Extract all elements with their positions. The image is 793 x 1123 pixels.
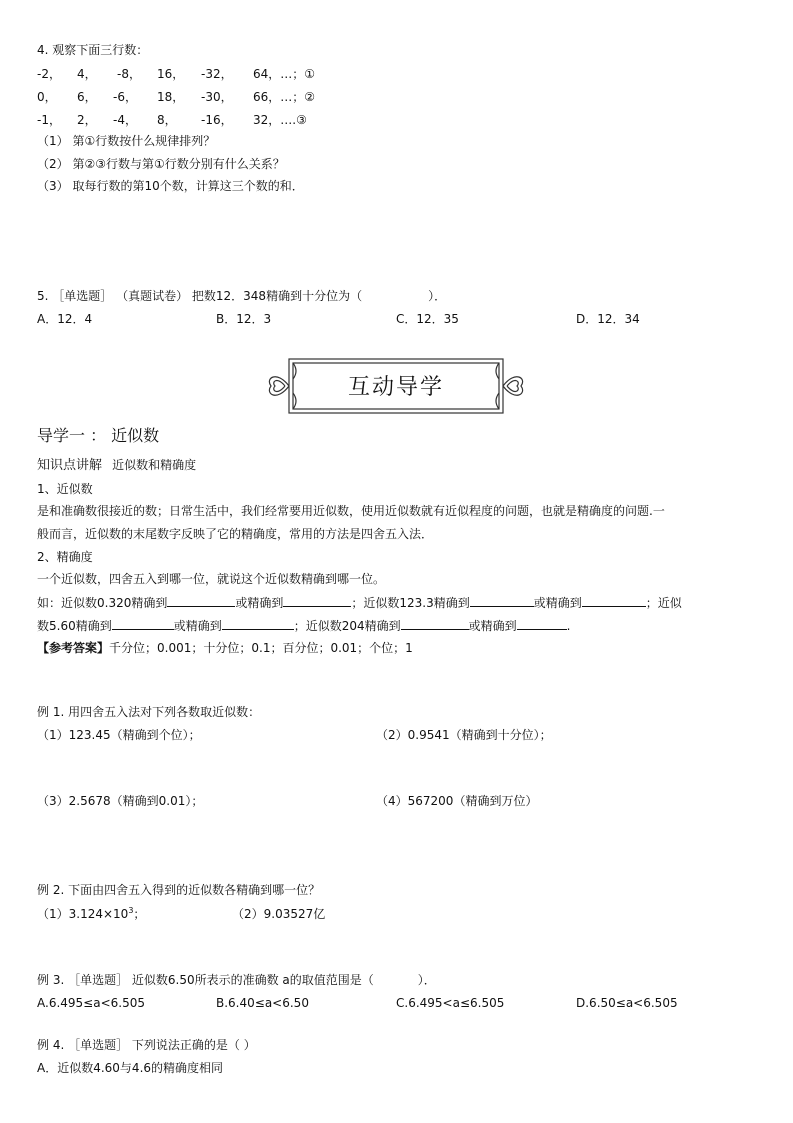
example-1-item-2: （2）0.9541（精确到十分位）； bbox=[376, 728, 552, 742]
example-1-title: 例 1. 用四舍五入法对下列各数取近似数： bbox=[37, 705, 261, 719]
q5-option-d: D．12．34 bbox=[576, 312, 640, 326]
stem-text: 例 3. ［单选题］ 近似数6.50所表示的准确数 a的取值范围是（ bbox=[37, 973, 374, 987]
fill-text: ；近似 bbox=[645, 596, 682, 610]
punct: ； bbox=[133, 907, 146, 921]
sci-notation: （1）3.124×10 bbox=[37, 907, 129, 921]
q4-sub-1: （1） 第①行数按什么规律排列？ bbox=[37, 134, 216, 148]
q5-stem bbox=[37, 288, 446, 304]
seq-term: 2， bbox=[77, 113, 97, 127]
heading-approx-number: 1、近似数 bbox=[37, 482, 93, 496]
seq-term: -30， bbox=[201, 90, 233, 104]
example-2-item-2: （2）9.03527亿 bbox=[232, 907, 326, 921]
seq-term: 18， bbox=[157, 90, 185, 104]
q5-option-a: A．12．4 bbox=[37, 312, 93, 326]
seq-term: 0， bbox=[37, 90, 57, 104]
seq-term: 66，…；② bbox=[253, 90, 316, 104]
section-title: 导学一 ： 近似数 bbox=[37, 426, 160, 445]
fill-text: . bbox=[566, 619, 571, 633]
fill-text: 或精确到 bbox=[533, 596, 582, 610]
example-3-option-b: B.6.40≤a<6.50 bbox=[216, 996, 309, 1010]
section-banner bbox=[263, 356, 529, 416]
kp-label: 知识点讲解 bbox=[37, 458, 103, 473]
fill-text: 数5.60精确到 bbox=[37, 619, 112, 633]
example-3-stem bbox=[37, 972, 436, 988]
fill-text: ；近似数204精确到 bbox=[293, 619, 401, 633]
para-approx-2: 般而言，近似数的末尾数字反映了它的精确度，常用的方法是四舍五入法． bbox=[37, 527, 434, 541]
q4-sub-2: （2） 第②③行数与第①行数分别有什么关系？ bbox=[37, 157, 285, 171]
q5-option-b: B．12．3 bbox=[216, 312, 272, 326]
fill-text: 或精确到 bbox=[235, 596, 284, 610]
para-approx-1: 是和准确数很接近的数；日常生活中，我们经常要用近似数，使用近似数就有近似程度的问题，也就是精确度的问题.一 bbox=[37, 504, 665, 518]
q4-title: 4. 观察下面三行数： bbox=[37, 43, 149, 57]
blank-line bbox=[283, 594, 351, 607]
seq-term: 32，….③ bbox=[253, 113, 307, 127]
seq-term: -32， bbox=[201, 67, 233, 81]
knowledge-point-heading bbox=[37, 457, 196, 474]
kp-topic: 近似数和精确度 bbox=[112, 458, 197, 472]
seq-term: -6， bbox=[113, 90, 137, 104]
example-1-item-4: （4）567200（精确到万位） bbox=[376, 794, 538, 808]
blank-line bbox=[222, 617, 294, 630]
seq-term: 64，…；① bbox=[253, 67, 316, 81]
banner-title: 互动导学 bbox=[347, 375, 444, 400]
blank-line bbox=[470, 594, 534, 607]
seq-term: -1， bbox=[37, 113, 61, 127]
seq-term: 8， bbox=[157, 113, 177, 127]
q4-row-3 bbox=[37, 112, 307, 128]
example-4-stem: 例 4. ［单选题］ 下列说法正确的是（ ） bbox=[37, 1038, 256, 1052]
q4-row-2 bbox=[37, 89, 315, 105]
example-fill-line-1 bbox=[37, 594, 682, 611]
heading-precision: 2、精确度 bbox=[37, 550, 93, 564]
blank-line bbox=[517, 617, 567, 630]
seq-term: 4， bbox=[77, 67, 97, 81]
fill-text: 如：近似数0.320精确到 bbox=[37, 596, 168, 610]
reference-answer bbox=[37, 640, 413, 656]
seq-term: 6， bbox=[77, 90, 97, 104]
example-fill-line-2 bbox=[37, 617, 571, 634]
seq-term: 16， bbox=[157, 67, 185, 81]
seq-term: -2， bbox=[37, 67, 61, 81]
q5-stem-text: 5. ［单选题］ （真题试卷） 把数12．348精确到十分位为（ bbox=[37, 289, 363, 303]
seq-term: -8， bbox=[117, 67, 141, 81]
blank-line bbox=[401, 617, 469, 630]
blank-line bbox=[582, 594, 646, 607]
example-3-option-c: C.6.495<a≤6.505 bbox=[396, 996, 505, 1010]
fill-text: 或精确到 bbox=[173, 619, 222, 633]
q5-stem-end: ）． bbox=[428, 289, 447, 303]
example-3-option-d: D.6.50≤a<6.505 bbox=[576, 996, 678, 1010]
example-2-title: 例 2. 下面由四舍五入得到的近似数各精确到哪一位？ bbox=[37, 883, 321, 897]
q4-row-1 bbox=[37, 66, 315, 82]
example-1-item-3: （3）2.5678（精确到0.01）； bbox=[37, 794, 204, 808]
blank-line bbox=[167, 594, 235, 607]
stem-end: ）． bbox=[417, 973, 436, 987]
example-1-item-1: （1）123.45（精确到个位）； bbox=[37, 728, 201, 742]
fill-text: 或精确到 bbox=[468, 619, 517, 633]
q4-sub-3: （3） 取每行数的第10个数，计算这三个数的和． bbox=[37, 179, 304, 193]
seq-term: -4， bbox=[113, 113, 137, 127]
answer-text: 千分位；0.001；十分位；0.1；百分位；0.01；个位；1 bbox=[109, 641, 413, 655]
example-2-item-1 bbox=[37, 906, 145, 922]
q5-option-c: C．12．35 bbox=[396, 312, 459, 326]
exponent: 3 bbox=[128, 906, 134, 915]
seq-term: -16， bbox=[201, 113, 233, 127]
para-precision: 一个近似数，四舍五入到哪一位，就说这个近似数精确到哪一位。 bbox=[37, 572, 386, 586]
blank-line bbox=[112, 617, 174, 630]
answer-label: 【参考答案】 bbox=[37, 641, 110, 655]
fill-text: ；近似数123.3精确到 bbox=[351, 596, 470, 610]
example-3-option-a: A.6.495≤a<6.505 bbox=[37, 996, 145, 1010]
example-4-option-a: A．近似数4.60与4.6的精确度相同 bbox=[37, 1061, 224, 1075]
